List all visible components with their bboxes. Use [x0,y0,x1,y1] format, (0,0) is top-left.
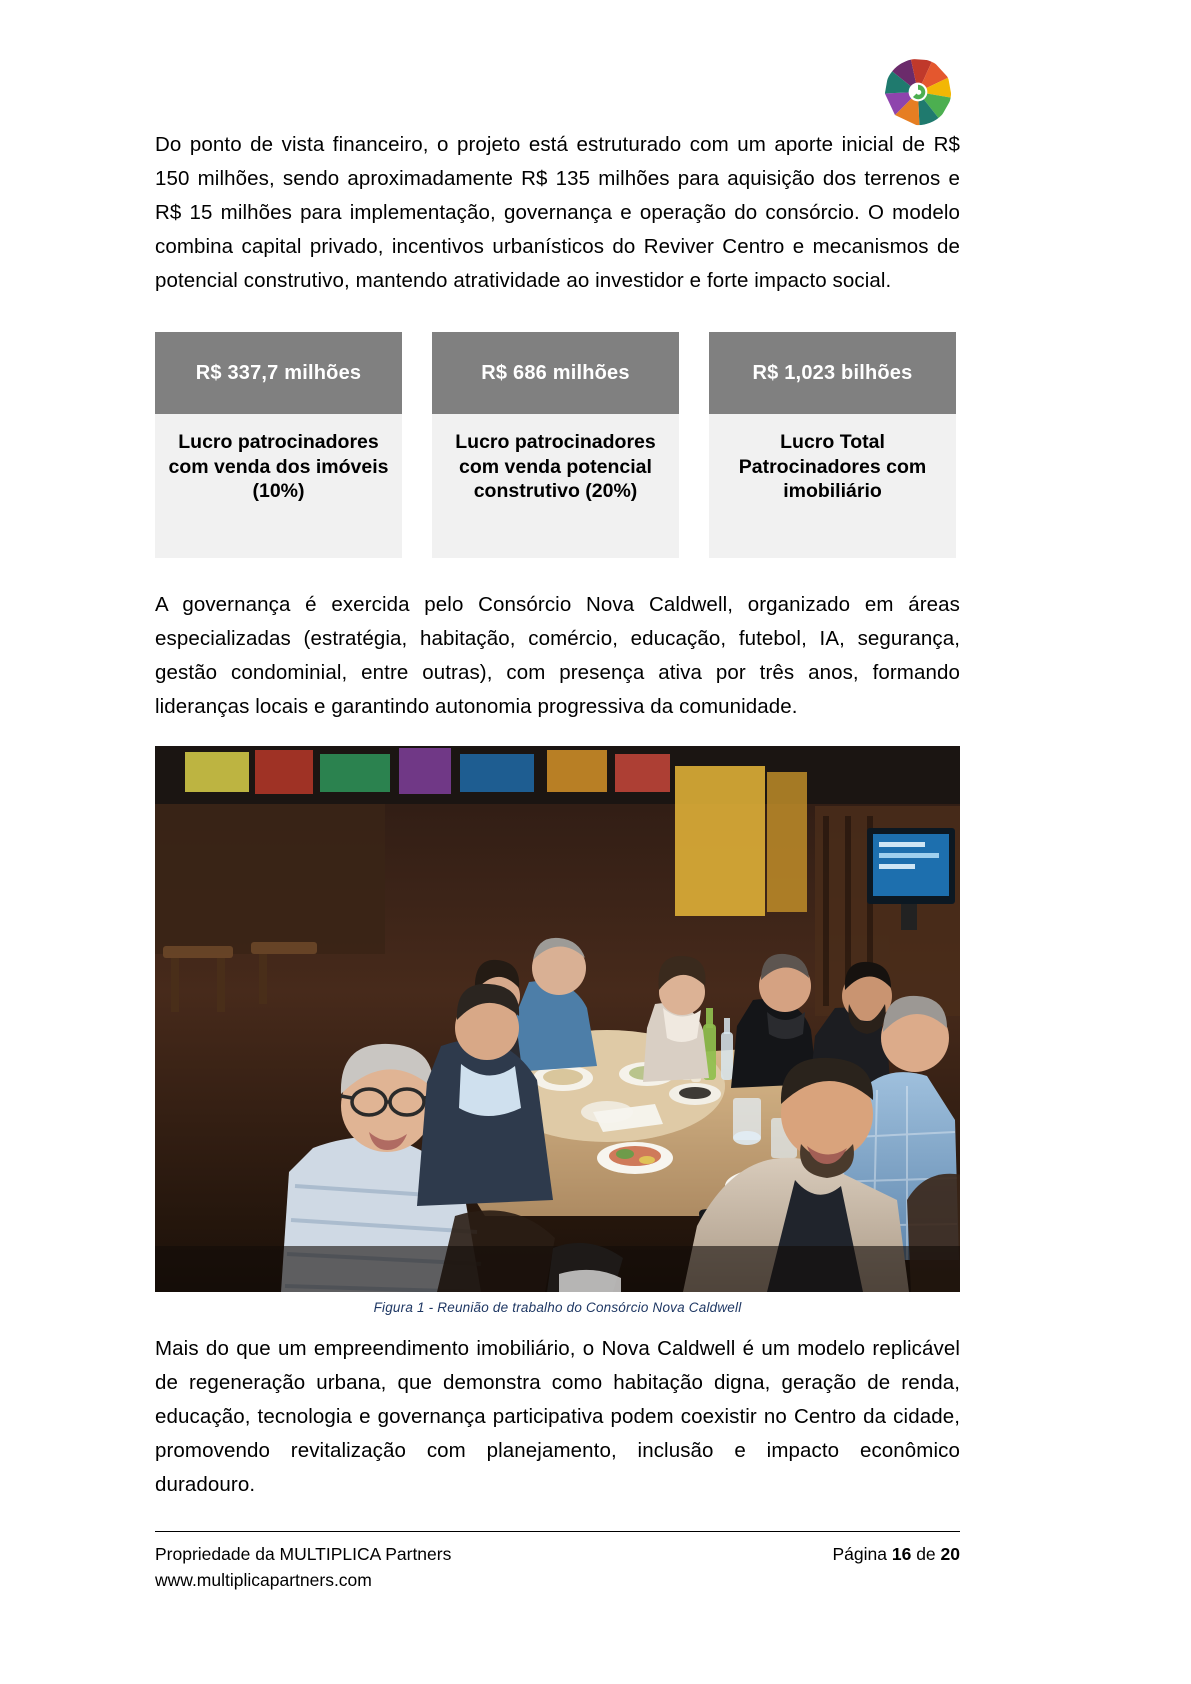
logo-mosaic-icon [882,56,954,128]
stat-card-value: R$ 337,7 milhões [155,332,402,414]
paragraph-finance: Do ponto de vista financeiro, o projeto está estruturado com um aporte inicial de R$ 150 milhões, sendo aproximadamente R$ 135 milhões para aquisição dos terrenos e R$ 15 milhões para implementação, governança e operação do consórcio. O modelo combina capital privado, incentivos urbanísticos do Reviver Centro e mecanismos de potencial construtivo, mantendo atratividade ao investidor e forte impacto social. [155,133,960,292]
footer-owner-block [155,1541,451,1593]
stat-card-label: Lucro patrocinadores com venda dos imóveis (10%) [155,414,402,558]
stat-card-value: R$ 686 milhões [432,332,679,414]
footer-pagination [832,1541,960,1567]
meeting-photo-illustration [155,746,960,1292]
footer-page-prefix: Página [832,1544,887,1564]
stat-card-label: Lucro patrocinadores com venda potencial construtivo (20%) [432,414,679,558]
footer-page-total: 20 [940,1544,960,1564]
stat-card-label: Lucro Total Patrocinadores com imobiliário [709,414,956,558]
footer-website[interactable]: www.multiplicapartners.com [155,1570,372,1590]
stat-cards-row [155,332,960,558]
footer-page-number: 16 [891,1544,912,1564]
stat-card-lucro-total [709,332,956,558]
footer-owner: Propriedade da MULTIPLICA Partners [155,1544,452,1564]
page-footer [155,1531,960,1593]
meeting-photo [155,746,960,1292]
multiplica-logo [882,56,954,128]
stat-card-value: R$ 1,023 bilhões [709,332,956,414]
figure-caption: Figura 1 - Reunião de trabalho do Consórcio Nova Caldwell [373,1300,742,1315]
stat-card-imoveis [155,332,402,558]
stat-card-potencial-construtivo [432,332,679,558]
document-content [155,128,960,1502]
figure-meeting-photo [155,746,960,1315]
footer-page-joiner: de [916,1544,936,1564]
paragraph-governance: A governança é exercida pelo Consórcio Nova Caldwell, organizado em áreas especializadas (estratégia, habitação, comércio, educação, futebol, IA, segurança, gestão condominial, entre outras), com presença ativa por três anos, formando lideranças locais e garantindo autonomia progressiva da comunidade. [155,593,960,718]
paragraph-closing: Mais do que um empreendimento imobiliário, o Nova Caldwell é um modelo replicável de regeneração urbana, que demonstra como habitação digna, geração de renda, educação, tecnologia e governança participativa podem coexistir no Centro da cidade, promovendo revitalização com planejamento, inclusão e impacto econômico duradouro. [155,1337,960,1496]
